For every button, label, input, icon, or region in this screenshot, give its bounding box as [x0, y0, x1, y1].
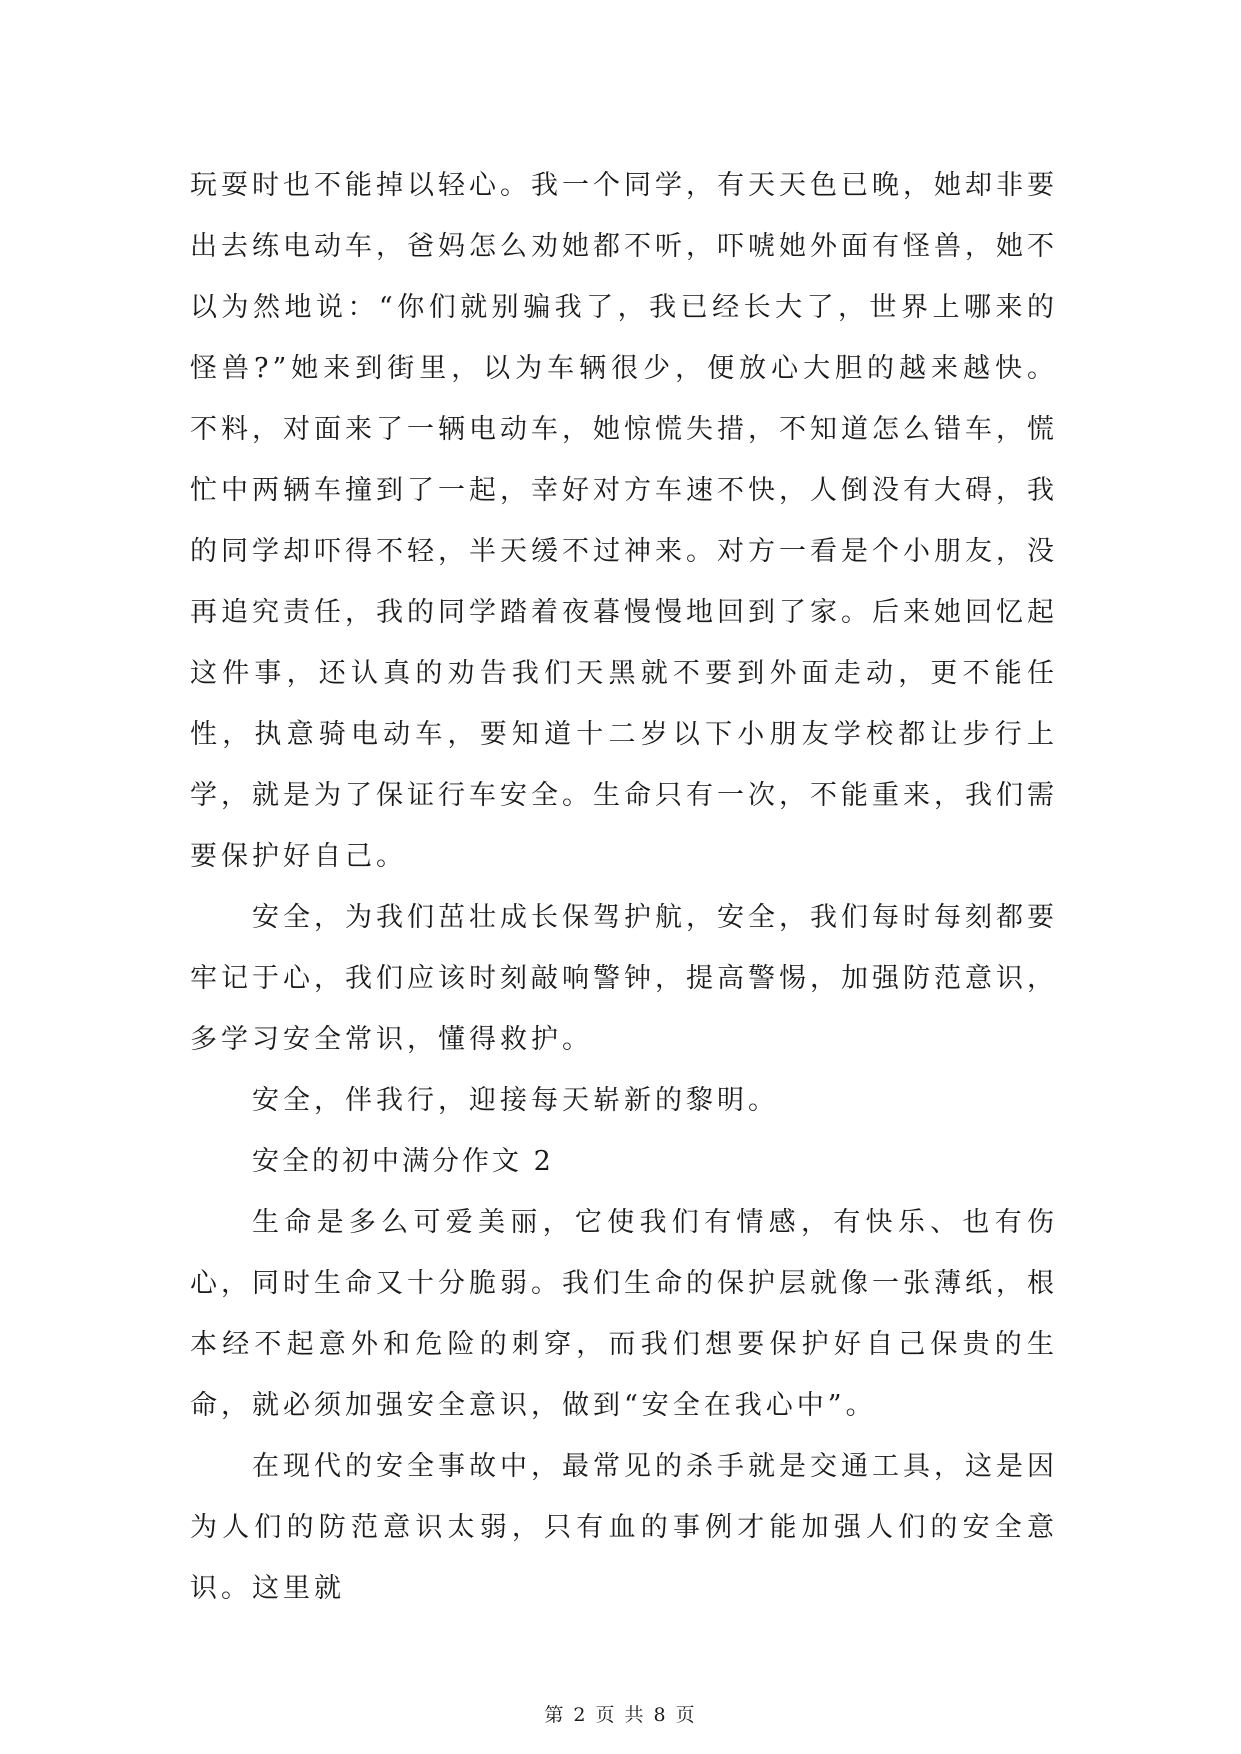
paragraph: 安全，为我们茁壮成长保驾护航，安全，我们每时每刻都要牢记于心，我们应该时刻敲响警钟，提高警惕，加强防范意识，多学习安全常识，懂得救护。	[190, 902, 1058, 1055]
paragraph: 安全，伴我行，迎接每天崭新的黎明。	[252, 1085, 779, 1116]
document-body	[190, 155, 1058, 1619]
page-number-footer: 第 2 页 共 8 页	[544, 1704, 697, 1726]
section-heading: 安全的初中满分作文 2	[252, 1146, 554, 1177]
paragraph: 在现代的安全事故中，最常见的杀手就是交通工具，这是因为人们的防范意识太弱，只有血的事例才能加强人们的安全意识。这里就	[190, 1451, 1058, 1604]
paragraph: 玩耍时也不能掉以轻心。我一个同学，有天天色已晚，她却非要出去练电动车，爸妈怎么劝她都不听，吓唬她外面有怪兽，她不以为然地说：“你们就别骗我了，我已经长大了，世界上哪来的怪兽?”她来到街里，以为车辆很少，便放心大胆的越来越快。不料，对面来了一辆电动车，她惊慌失措，不知道怎么错车，慌忙中两辆车撞到了一起，幸好对方车速不快，人倒没有大碍，我的同学却吓得不轻，半天缓不过神来。对方一看是个小朋友，没再追究责任，我的同学踏着夜暮慢慢地回到了家。后来她回忆起这件事，还认真的劝告我们天黑就不要到外面走动，更不能任性，执意骑电动车，要知道十二岁以下小朋友学校都让步行上学，就是为了保证行车安全。生命只有一次，不能重来，我们需要保护好自己。	[190, 170, 1058, 872]
paragraph: 生命是多么可爱美丽，它使我们有情感，有快乐、也有伤心，同时生命又十分脆弱。我们生命的保护层就像一张薄纸，根本经不起意外和危险的刺穿，而我们想要保护好自己保贵的生命，就必须加强安全意识，做到“安全在我心中”。	[190, 1207, 1058, 1421]
